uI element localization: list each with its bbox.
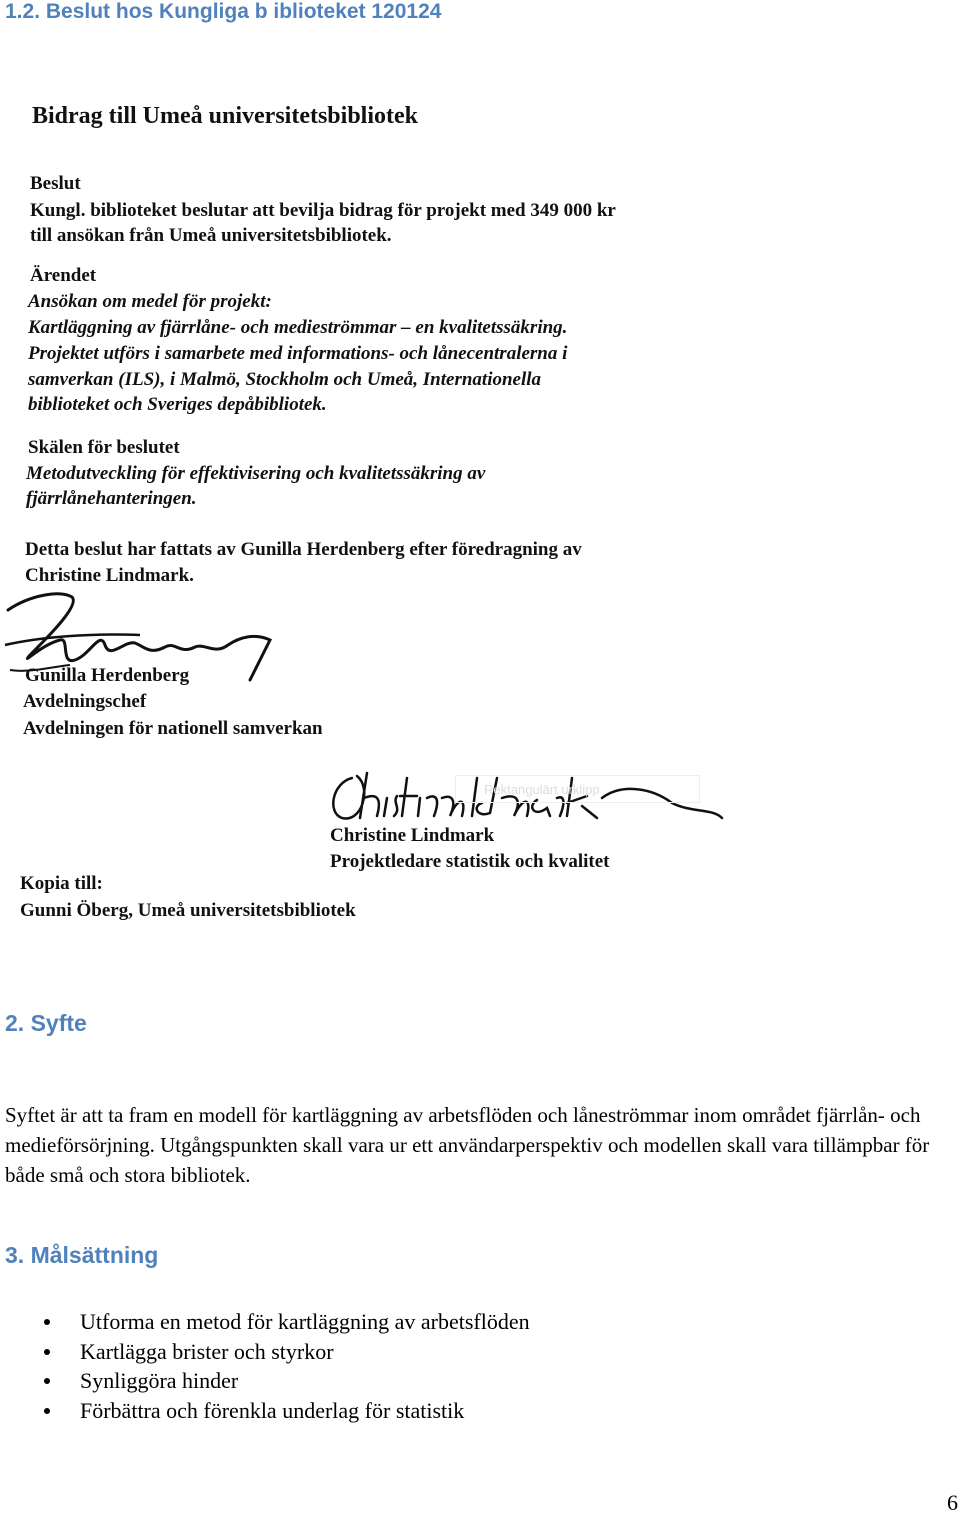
arendet-line-5: biblioteket och Sveriges depåbibliotek.: [28, 394, 327, 415]
arendet-line-3: Projektet utförs i samarbete med informations- och lånecentralerna i: [28, 343, 568, 364]
skalen-line-2: fjärrlånehanteringen.: [26, 488, 197, 509]
arendet-line-2: Kartläggning av fjärrlåne- och medieströmmar – en kvalitetssäkring.: [28, 317, 568, 338]
beslut-label: Beslut: [30, 173, 81, 194]
arendet-label: Ärendet: [30, 265, 97, 286]
goals-list: [0, 1307, 530, 1425]
fattats-line-2: Christine Lindmark.: [25, 565, 194, 586]
beslut-line-2: till ansökan från Umeå universitetsbibliotek.: [30, 225, 392, 246]
list-item: [0, 1396, 530, 1426]
list-item: [0, 1366, 530, 1396]
goal-text: Synliggöra hinder: [80, 1368, 239, 1393]
bullet-icon: [44, 1378, 50, 1384]
signer1-title: Avdelningschef: [23, 691, 147, 712]
signer1-department: Avdelningen för nationell samverkan: [23, 718, 323, 739]
kopia-label: Kopia till:: [20, 873, 103, 894]
skalen-line-1: Metodutveckling för effektivisering och kvalitetssäkring av: [26, 463, 486, 484]
section-heading-malsattning: 3. Målsättning: [5, 1242, 159, 1268]
list-item: [0, 1337, 530, 1367]
goal-text: Kartlägga brister och styrkor: [80, 1338, 334, 1364]
scan-title: Bidrag till Umeå universitetsbibliotek: [32, 103, 418, 129]
section-heading-syfte: 2. Syfte: [5, 1010, 87, 1036]
scanned-decision-document: [0, 75, 760, 945]
bullet-icon: [44, 1319, 50, 1325]
fattats-line-1: Detta beslut har fattats av Gunilla Herdenberg efter föredragning av: [25, 539, 582, 560]
skalen-label: Skälen för beslutet: [28, 437, 180, 458]
arendet-line-1: Ansökan om medel för projekt:: [28, 291, 272, 312]
goal-text: Utforma en metod för kartläggning av arbetsflöden: [80, 1309, 530, 1334]
bullet-icon: [44, 1408, 50, 1414]
list-item: [0, 1307, 530, 1337]
kopia-value: Gunni Öberg, Umeå universitetsbibliotek: [20, 900, 356, 921]
bullet-icon: [44, 1349, 50, 1355]
clipping-watermark: Rektangulärt urklipp: [455, 775, 700, 803]
arendet-line-4: samverkan (ILS), i Malmö, Stockholm och Umeå, Internationella: [28, 369, 542, 390]
beslut-line-1: Kungl. biblioteket beslutar att bevilja bidrag för projekt med 349 000 kr: [30, 200, 616, 221]
goal-text: Förbättra och förenkla underlag för statistik: [80, 1397, 465, 1423]
signer2-title: Projektledare statistik och kvalitet: [330, 851, 610, 872]
section-heading-1-2: 1.2. Beslut hos Kungliga b iblioteket 120124: [5, 0, 442, 23]
signer1-name: Gunilla Herdenberg: [25, 665, 190, 686]
signer2-name: Christine Lindmark: [330, 825, 495, 846]
syfte-paragraph: Syftet är att ta fram en modell för kartläggning av arbetsflöden och låneströmmar inom området fjärrlån- och medieförsörjning. Utgångspunkten skall vara ur ett användarperspektiv och modellen skall vara tillämpbar för både små och stora bibliotek.: [5, 1103, 930, 1187]
page-number: 6: [947, 1490, 958, 1515]
